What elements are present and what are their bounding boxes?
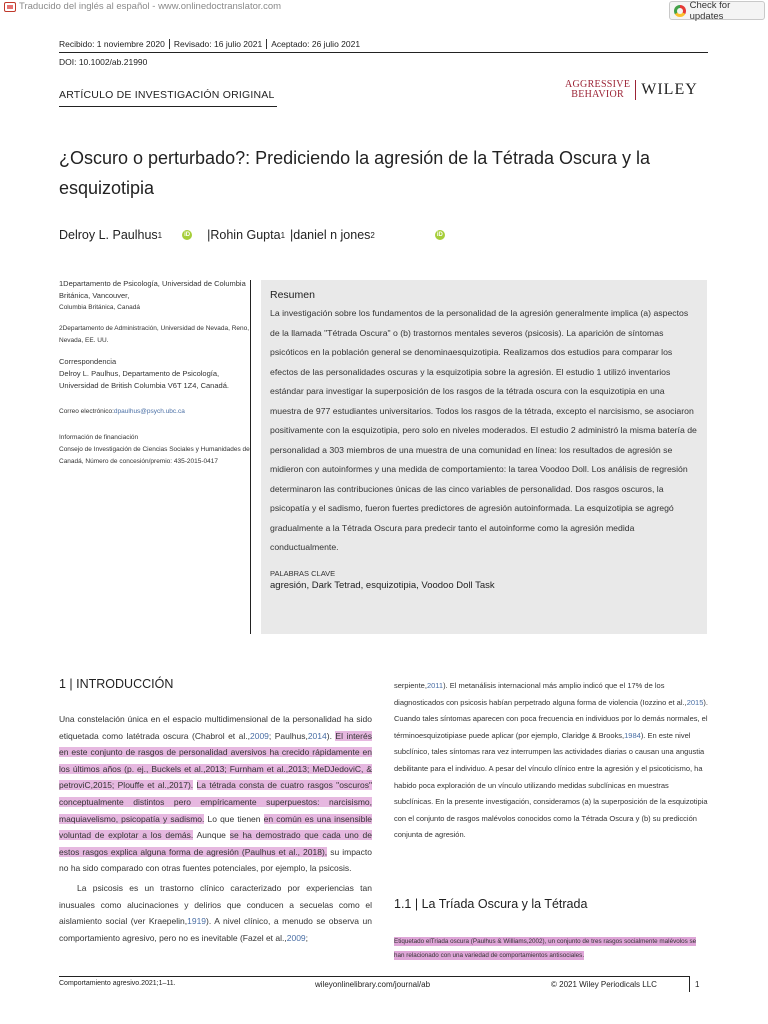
highlighted-text[interactable]: se ha demostrado que cada uno de estos rasgos explica alguna forma de agresión (Paulhus et al., 2018), (59, 830, 373, 857)
article-type: ARTÍCULO DE INVESTIGACIÓN ORIGINAL (59, 89, 275, 101)
text-run: ). A nivel clínico, a menudo se observa un comportamiento agresivo, pero no es inevitable (Fazel et al., (59, 916, 372, 943)
correspondence-text: Delroy L. Paulhus, Departamento de Psicología, Universidad de British Columbia V6T 1Z4, Canadá. (59, 369, 229, 390)
author-name[interactable]: Rohin Gupta (210, 228, 281, 242)
citation-link[interactable]: 2011 (426, 681, 444, 690)
publisher-logo: WILEY (641, 81, 698, 98)
page-number-divider (689, 976, 690, 992)
citation-link[interactable]: 2009 (249, 730, 269, 741)
accepted-date: Aceptado: 26 julio 2021 (266, 39, 364, 49)
author-name[interactable]: Delroy L. Paulhus (59, 228, 158, 242)
text-run: ; Paulhus, (268, 730, 308, 741)
email-label: Correo electrónico: (59, 408, 114, 415)
header-rule (59, 52, 708, 53)
abstract-text: La investigación sobre los fundamentos de la personalidad de la agresión generalmente implica (a) aspectos de la llamada "Tétrada Oscura" o (b) trastornos mentales severos (psicosis). La aparición de síntomas psicóticos en la población general se denominaesquizotipia. Realizamos dos estudios para comparar los efectos de las personalidades oscuras y la esquizotipia sobre la agresión. El estudio 1 utilizó inventarios estándar para investigar la superposición de los rasgos de la tétrada oscura con la esquizotipia en una muestra de 977 estudiantes universitarios. Todos los rasgos de la tétrada, excepto el narcisismo, se asociaron positivamente con la esquizotipia, pero solo en niveles moderados. El estudio 2 administró la misma batería de personalidad a 303 miembros de una muestra de una comunidad en línea: los resultados de agresión se midieron con autoinformes y una medida de comportamiento: la tarea Voodoo Doll. Los análisis de regresión determinaron las contribuciones únicas de las cinco variables de personalidad. Dos rasgos oscuros, la psicopatía y el sadismo, fueron fuertes predictores de agresión autoinformada. La esquizotipia se agregó gradualmente a la Tétrada Oscura para predecir tanto el autoinforme como la agresión medida conductualmente. (270, 308, 697, 552)
check-updates-label: Check for updates (689, 0, 731, 22)
funding-heading: Información de financiación (59, 434, 139, 441)
text-run: ; (305, 932, 309, 943)
correspondence-heading: Correspondencia (59, 357, 117, 366)
citation-link[interactable]: 2014 (307, 730, 327, 741)
text-run: Una constelación única en el espacio multidimensional de la personalidad ha sido etiquetada como latétrada oscura (Chabrol et al., (59, 714, 372, 741)
column-divider (250, 280, 251, 634)
abstract-box (261, 280, 707, 634)
footer-rule (59, 976, 689, 977)
text-run: ). En este nivel subclínico, tales síntomas rara vez interrumpen las actividades diarias o causan una angustia debilitante para el individuo. A pesar del vínculo clínico entre la agresión y el psicoticismo, ha habido poca exploración de un vínculo utilizando medidas subclínicas en muestras subclínicas. En la presente investigación, consideramos (a) la superposición de la esquizotipia con el conjunto de rasgos malévolos conocidos como la Tétrada Oscura y (b) su predicción conjunta de agresión. (394, 730, 708, 840)
publication-dates (59, 39, 364, 49)
affiliation-1: 1Departamento de Psicología, Universidad de Columbia Británica, Vancouver, (59, 279, 246, 300)
text-run: ). Cuando tales síntomas aparecen con poca frecuencia en individuos por lo demás normales, el términoesquizotipiase puede aplicar (por ejemplo, Claridge & Brooks, (394, 697, 708, 740)
text-run: ). (326, 730, 336, 741)
subsection-heading: 1.1 | La Tríada Oscura y la Tétrada (394, 897, 588, 911)
text-run: ). El metanálisis internacional más amplio indicó que el 17% de los diagnosticados con psicosis habían perpetrado alguna forma de violencia (Iozzino et al., (394, 681, 687, 707)
author-name[interactable]: daniel n jones (293, 228, 371, 242)
text-run: Lo que tienen (204, 813, 264, 824)
text-run: su impacto no ha sido comparado con otras fuentes potenciales, por ejemplo, la psicosis. (59, 846, 372, 874)
keywords-heading: PALABRAS CLAVE (270, 568, 336, 578)
intro-column-left (59, 711, 372, 946)
highlighted-text[interactable]: La tétrada consta de cuatro rasgos "oscuros" conceptualmente distintos pero empíricamente superpuestos: narcisismo, maquiavelismo, psicopatía y sadismo. (59, 780, 372, 824)
author-affiliation-mark: 1 (157, 230, 163, 240)
intro-column-right (394, 678, 708, 844)
section-heading-introduction: 1 | INTRODUCCIÓN (59, 677, 174, 691)
author-list (59, 228, 445, 242)
highlighted-text[interactable]: El interés en este conjunto de rasgos de personalidad aversivos ha crecido rápidamente en los últimos años (p. ej., Buckels et al.,2013; Furnham et al.,2013; MeDJedoviC, & petroviC,2015; Plouffe et al.,2017). (59, 730, 372, 791)
subsection-text (394, 935, 708, 963)
keywords: agresión, Dark Tetrad, esquizotipia, Voodoo Doll Task (270, 579, 495, 591)
doi[interactable]: DOI: 10.1002/ab.21990 (59, 57, 148, 67)
citation-link[interactable]: 1984 (624, 730, 641, 740)
crossmark-icon (674, 5, 686, 17)
citation-link[interactable]: 2015 (686, 697, 704, 707)
author-affiliation-mark: 1 (280, 230, 286, 240)
footer-copyright: © 2021 Wiley Periodicals LLC (551, 980, 657, 989)
article-type-rule (59, 106, 277, 107)
journal-logo[interactable] (565, 80, 698, 100)
citation-link[interactable]: 1919 (187, 916, 207, 927)
citation-link[interactable]: 2009 (286, 932, 306, 943)
intro-paragraph-3 (394, 678, 708, 844)
intro-paragraph-1 (59, 711, 372, 877)
orcid-icon[interactable]: iD (184, 232, 191, 238)
orcid-icon[interactable]: iD (436, 232, 443, 238)
abstract-heading: Resumen (270, 289, 315, 301)
received-date: Recibido: 1 noviembre 2020 (59, 39, 165, 49)
affiliation-2: 2Departamento de Administración, Universidad de Nevada, Reno, Nevada, EE. UU. (59, 325, 250, 344)
article-title: ¿Oscuro o perturbado?: Prediciendo la agresión de la Tétrada Oscura y la esquizotipia (59, 148, 650, 198)
author-affiliation-mark: 2 (370, 230, 375, 240)
translator-icon (4, 2, 16, 12)
intro-paragraph-2 (59, 880, 372, 946)
affiliation-column (59, 278, 254, 477)
logo-separator (635, 80, 636, 100)
author-separator: | (207, 228, 211, 242)
translator-text[interactable]: Traducido del inglés al español - www.onlinedoctranslator.com (19, 1, 282, 12)
text-run: La psicosis es un trastorno clínico caracterizado por experiencias tan inusuales como alucinaciones y delirios que conducen a secuelas como el aislamiento social (ver Kraepelin, (59, 882, 372, 927)
email-link[interactable]: dpaulhus@psych.ubc.ca (113, 408, 185, 415)
text-run: Aunque (193, 830, 230, 841)
highlighted-text[interactable]: en común es una insensible voluntad de explotar a los demás. (59, 813, 372, 841)
page-number: 1 (695, 980, 700, 989)
footer-journal-url[interactable]: wileyonlinelibrary.com/journal/ab (315, 980, 431, 989)
journal-logo-text (565, 80, 630, 100)
funding-text: Consejo de Investigación de Ciencias Sociales y Humanidades de Canadá, Número de concesión/premio: 435-2015-0417 (59, 446, 250, 465)
translator-notice[interactable] (4, 1, 281, 12)
text-run: serpiente, (394, 681, 427, 690)
highlighted-text[interactable]: Etiquetado elTriada oscura (Paulhus & Williams,2002), un conjunto de tres rasgos socialmente malévolos se han relacionado con una variedad de comportamientos antisociales. (394, 938, 697, 959)
journal-logo-line1: AGGRESSIVE (565, 79, 631, 90)
author-separator: | (290, 228, 294, 242)
translator-bar (0, 0, 768, 22)
affiliation-1-country: Columbia Británica, Canadá (59, 304, 140, 311)
check-for-updates-button[interactable] (669, 1, 765, 20)
journal-logo-line2: BEHAVIOR (571, 89, 624, 100)
footer-citation: Comportamiento agresivo.2021;1–11. (59, 980, 176, 987)
revised-date: Revisado: 16 julio 2021 (169, 39, 266, 49)
